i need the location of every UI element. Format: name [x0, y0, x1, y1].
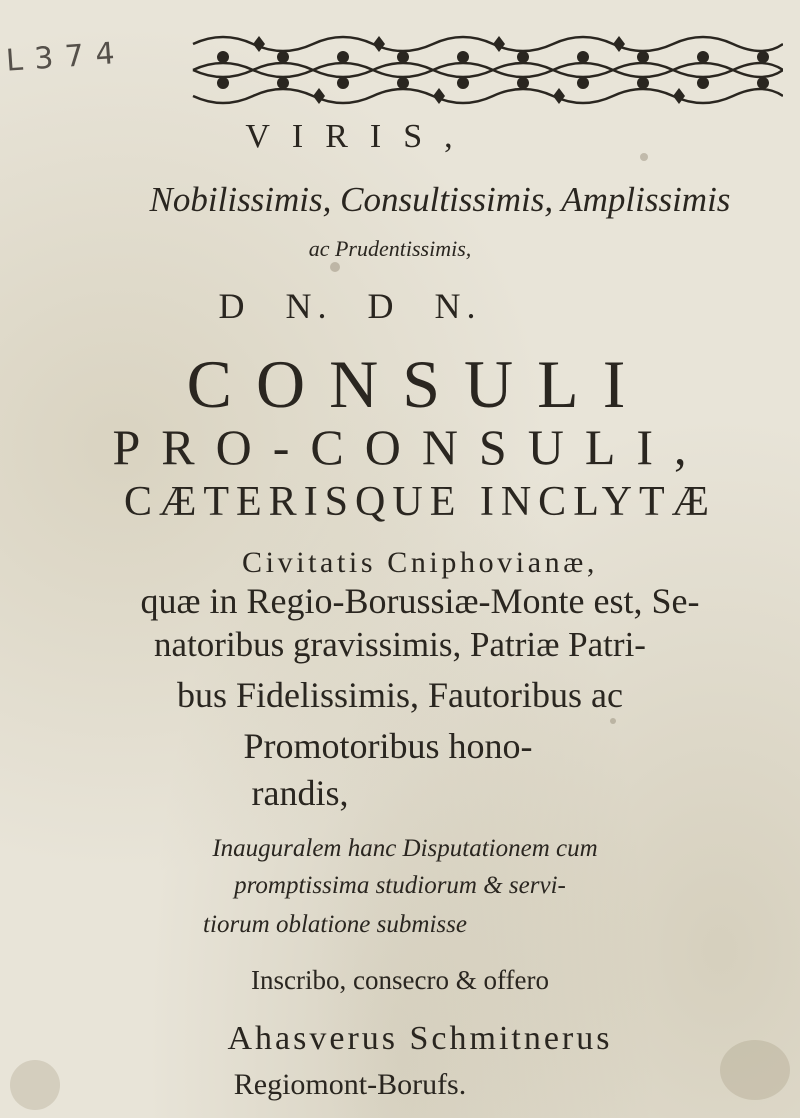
body-line-1: quæ in Regio-Borussiæ-Monte est, Se-	[140, 581, 700, 621]
dissertation-line-3: tiorum oblatione submisse	[203, 911, 467, 938]
heading-proconsuli: PRO-CONSULI,	[112, 419, 708, 475]
dn-abbreviation: D N. D N.	[218, 286, 482, 326]
ink-spot	[330, 262, 340, 272]
fleuron-band-icon	[183, 30, 783, 110]
heading-civitatis	[20, 535, 800, 582]
shelfmark: L 3 7 4	[4, 36, 117, 79]
honorific-titles: Nobilissimis, Consultissimis, Amplissimis	[149, 180, 731, 219]
dissertation-line-1: Inauguralem hanc Disputationem cum	[212, 835, 598, 862]
dissertation-line-2: promptissima studiorum & servi-	[234, 872, 566, 899]
place-of-origin: Regiomont-Borufs.	[233, 1068, 467, 1101]
author-name: Ahasverus Schmitnerus	[227, 1020, 613, 1057]
body-line-4: Promotoribus hono-	[243, 726, 533, 766]
body-line-3: bus Fidelissimis, Fautoribus ac	[176, 675, 623, 715]
civitatis-text: Civitatis Cniphovianæ,	[242, 546, 598, 579]
foxing-stain	[10, 1060, 60, 1110]
inscribo-line: Inscribo, consecro & offero	[251, 965, 549, 995]
heading-viris: VIRIS,	[245, 118, 475, 155]
heading-consuli: CONSULI	[186, 346, 650, 422]
foxing-stain	[720, 1040, 790, 1100]
body-line-5: randis,	[251, 773, 349, 813]
heading-caeterisque: CÆTERISQUE INCLYTÆ	[124, 479, 716, 525]
ink-spot	[640, 153, 648, 161]
ink-spot	[610, 718, 616, 724]
body-line-2: natoribus gravissimis, Patriæ Patri-	[154, 625, 646, 664]
honorific-prudentissimis: ac Prudentissimis,	[308, 236, 472, 261]
